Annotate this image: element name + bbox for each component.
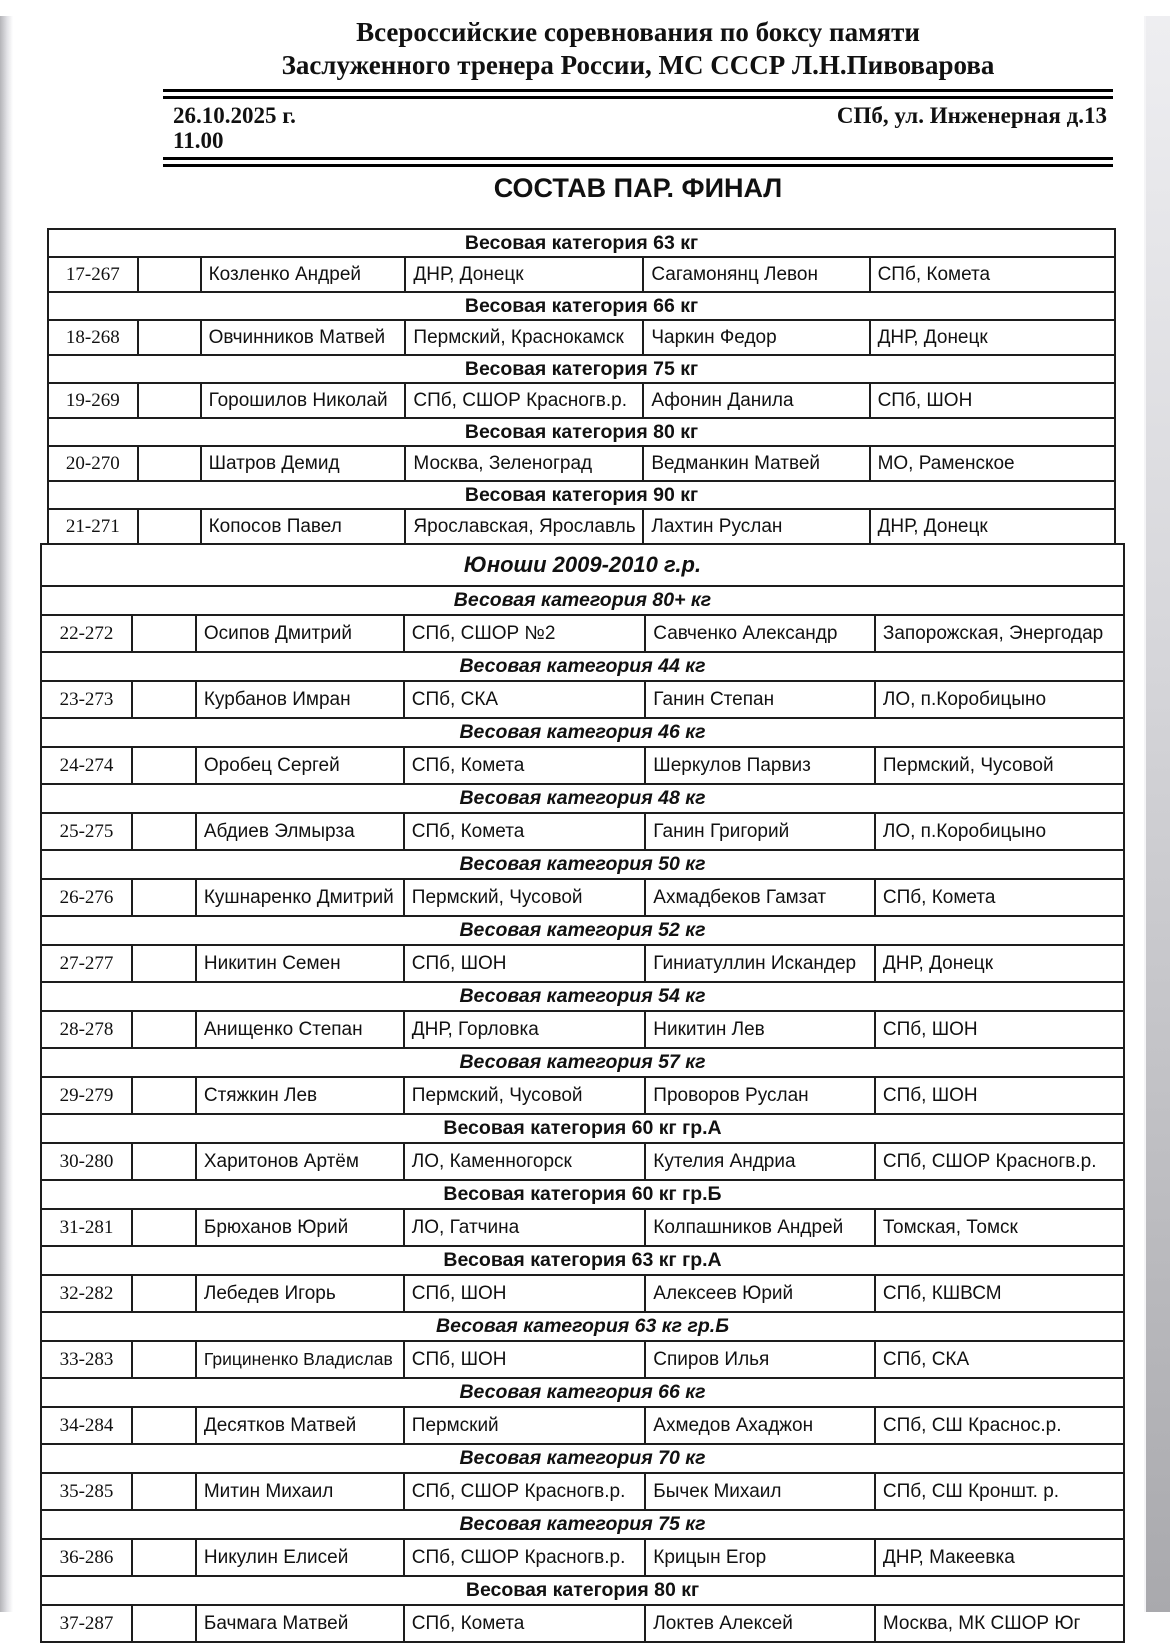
category-row xyxy=(41,850,1124,879)
weight-category-label: Весовая категория 48 кг xyxy=(41,784,1124,813)
red-corner-club: СПб, ШОН xyxy=(404,1275,646,1312)
blue-corner-club: СПб, СШОР Красногв.р. xyxy=(875,1143,1124,1180)
weight-category-label: Весовая категория 80 кг xyxy=(48,418,1115,446)
category-row xyxy=(41,784,1124,813)
category-row xyxy=(41,586,1124,615)
pair-row xyxy=(41,813,1124,850)
pair-number: 20-270 xyxy=(48,446,138,481)
empty-cell xyxy=(132,1077,196,1114)
pair-number: 17-267 xyxy=(48,257,138,292)
category-row xyxy=(41,1180,1124,1209)
red-corner-name: Митин Михаил xyxy=(196,1473,404,1510)
blue-corner-club: ДНР, Донецк xyxy=(870,509,1115,544)
red-corner-club: СПб, ШОН xyxy=(404,1341,646,1378)
red-corner-name: Бачмага Матвей xyxy=(196,1605,404,1642)
empty-cell xyxy=(132,615,196,652)
table-body xyxy=(48,229,1115,544)
empty-cell xyxy=(132,1275,196,1312)
pair-row xyxy=(41,1407,1124,1444)
blue-corner-name: Сагамонянц Левон xyxy=(643,257,869,292)
blue-corner-name: Чаркин Федор xyxy=(643,320,869,355)
red-corner-club: СПб, СШОР Красногв.р. xyxy=(405,383,643,418)
page-right-edge xyxy=(1144,16,1170,1612)
pair-number: 21-271 xyxy=(48,509,138,544)
pair-row xyxy=(41,1341,1124,1378)
pair-number: 34-284 xyxy=(41,1407,132,1444)
empty-cell xyxy=(132,681,196,718)
red-corner-club: СПб, Комета xyxy=(404,1605,646,1642)
event-datetime xyxy=(173,103,296,154)
red-corner-club: Пермский, Краснокамск xyxy=(405,320,643,355)
pair-row xyxy=(48,509,1115,544)
empty-cell xyxy=(132,813,196,850)
blue-corner-name: Алексеев Юрий xyxy=(645,1275,875,1312)
pair-number: 36-286 xyxy=(41,1539,132,1576)
blue-corner-name: Ведманкин Матвей xyxy=(643,446,869,481)
event-time: 11.00 xyxy=(173,128,224,154)
weight-category-label: Весовая категория 70 кг xyxy=(41,1444,1124,1473)
blue-corner-club: СПб, СКА xyxy=(875,1341,1124,1378)
blue-corner-club: ЛО, п.Коробицыно xyxy=(875,681,1124,718)
red-corner-name: Никитин Семен xyxy=(196,945,404,982)
red-corner-name: Десятков Матвей xyxy=(196,1407,404,1444)
empty-cell xyxy=(132,1605,196,1642)
table-body xyxy=(41,544,1124,1642)
category-row xyxy=(41,1048,1124,1077)
section-title: Юноши 2009-2010 г.р. xyxy=(41,544,1124,586)
weight-category-label: Весовая категория 63 кг гр.А xyxy=(41,1246,1124,1275)
blue-corner-name: Никитин Лев xyxy=(645,1011,875,1048)
blue-corner-club: СПб, КШВСМ xyxy=(875,1275,1124,1312)
pair-number: 18-268 xyxy=(48,320,138,355)
weight-category-label: Весовая категория 66 кг xyxy=(48,292,1115,320)
weight-category-label: Весовая категория 80 кг xyxy=(41,1576,1124,1605)
blue-corner-club: ДНР, Донецк xyxy=(870,320,1115,355)
blue-corner-name: Шеркулов Парвиз xyxy=(645,747,875,784)
weight-category-label: Весовая категория 75 кг xyxy=(41,1510,1124,1539)
weight-category-label: Весовая категория 63 кг гр.Б xyxy=(41,1312,1124,1341)
blue-corner-name: Кутелия Андриа xyxy=(645,1143,875,1180)
category-row xyxy=(41,1114,1124,1143)
event-venue: СПб, ул. Инженерная д.13 xyxy=(836,102,1107,128)
red-corner-club: СПб, СШОР Красногв.р. xyxy=(404,1473,646,1510)
pair-number: 28-278 xyxy=(41,1011,132,1048)
empty-cell xyxy=(138,509,201,544)
pair-row xyxy=(41,1605,1124,1642)
blue-corner-club: СПб, СШ Краснос.р. xyxy=(875,1407,1124,1444)
red-corner-club: СПб, Комета xyxy=(404,747,646,784)
pair-number: 30-280 xyxy=(41,1143,132,1180)
page-subtitle: СОСТАВ ПАР. ФИНАЛ xyxy=(493,173,783,204)
blue-corner-club: ДНР, Донецк xyxy=(875,945,1124,982)
weight-category-label: Весовая категория 66 кг xyxy=(41,1378,1124,1407)
category-row xyxy=(41,1246,1124,1275)
blue-corner-club: СПб, ШОН xyxy=(870,383,1115,418)
category-row xyxy=(48,355,1115,383)
blue-corner-name: Гиниатуллин Искандер xyxy=(645,945,875,982)
pair-number: 33-283 xyxy=(41,1341,132,1378)
red-corner-name: Козленко Андрей xyxy=(201,257,406,292)
pair-number: 31-281 xyxy=(41,1209,132,1246)
event-title-line2: Заслуженного тренера России, МС СССР Л.Н.Пивоварова xyxy=(281,49,995,80)
pairs-tables xyxy=(0,228,1170,1643)
blue-corner-name: Лахтин Руслан xyxy=(643,509,869,544)
empty-cell xyxy=(132,1011,196,1048)
pair-row xyxy=(41,1473,1124,1510)
red-corner-name: Кушнаренко Дмитрий xyxy=(196,879,404,916)
empty-cell xyxy=(138,383,201,418)
pairs-table-seniors xyxy=(47,228,1116,545)
red-corner-name: Осипов Дмитрий xyxy=(196,615,404,652)
red-corner-club: СПб, Комета xyxy=(404,813,646,850)
red-corner-club: Ярославская, Ярославль xyxy=(405,509,643,544)
pair-row xyxy=(41,945,1124,982)
pair-row xyxy=(41,1143,1124,1180)
pair-row xyxy=(41,615,1124,652)
blue-corner-name: Ганин Степан xyxy=(645,681,875,718)
category-row xyxy=(48,418,1115,446)
red-corner-club: Москва, Зеленоград xyxy=(405,446,643,481)
pair-number: 19-269 xyxy=(48,383,138,418)
blue-corner-name: Ахмадбеков Гамзат xyxy=(645,879,875,916)
blue-corner-name: Бычек Михаил xyxy=(645,1473,875,1510)
blue-corner-name: Проворов Руслан xyxy=(645,1077,875,1114)
weight-category-label: Весовая категория 50 кг xyxy=(41,850,1124,879)
blue-corner-club: Москва, МК СШОР Юг xyxy=(875,1605,1124,1642)
red-corner-club: СПб, ШОН xyxy=(404,945,646,982)
event-title xyxy=(163,16,1113,82)
category-row xyxy=(41,1444,1124,1473)
category-row xyxy=(48,292,1115,320)
red-corner-name: Анищенко Степан xyxy=(196,1011,404,1048)
red-corner-club: СПб, СШОР №2 xyxy=(404,615,646,652)
category-row xyxy=(41,1312,1124,1341)
red-corner-name: Шатров Демид xyxy=(201,446,406,481)
pair-row xyxy=(41,681,1124,718)
pairs-table-juniors xyxy=(40,543,1125,1643)
red-corner-club: ДНР, Донецк xyxy=(405,257,643,292)
weight-category-label: Весовая категория 80+ кг xyxy=(41,586,1124,615)
double-rule-top xyxy=(163,89,1113,99)
empty-cell xyxy=(132,1209,196,1246)
event-date: 26.10.2025 г. xyxy=(173,102,296,128)
blue-corner-name: Спиров Илья xyxy=(645,1341,875,1378)
empty-cell xyxy=(132,1473,196,1510)
weight-category-label: Весовая категория 54 кг xyxy=(41,982,1124,1011)
pair-number: 35-285 xyxy=(41,1473,132,1510)
pair-number: 27-277 xyxy=(41,945,132,982)
weight-category-label: Весовая категория 57 кг xyxy=(41,1048,1124,1077)
blue-corner-club: СПб, ШОН xyxy=(875,1011,1124,1048)
empty-cell xyxy=(138,446,201,481)
category-row xyxy=(41,1576,1124,1605)
red-corner-name: Овчинников Матвей xyxy=(201,320,406,355)
pair-row xyxy=(48,320,1115,355)
blue-corner-club: СПб, Комета xyxy=(875,879,1124,916)
red-corner-club: СПб, СКА xyxy=(404,681,646,718)
weight-category-label: Весовая категория 52 кг xyxy=(41,916,1124,945)
empty-cell xyxy=(138,320,201,355)
pair-row xyxy=(41,1539,1124,1576)
pair-number: 22-272 xyxy=(41,615,132,652)
red-corner-name: Абдиев Элмырза xyxy=(196,813,404,850)
blue-corner-name: Колпашников Андрей xyxy=(645,1209,875,1246)
blue-corner-club: Запорожская, Энергодар xyxy=(875,615,1124,652)
blue-corner-name: Крицын Егор xyxy=(645,1539,875,1576)
red-corner-club: ДНР, Горловка xyxy=(404,1011,646,1048)
page-left-edge xyxy=(0,16,13,1612)
red-corner-name: Брюханов Юрий xyxy=(196,1209,404,1246)
category-row xyxy=(48,481,1115,509)
empty-cell xyxy=(132,747,196,784)
blue-corner-name: Афонин Данила xyxy=(643,383,869,418)
blue-corner-club: Пермский, Чусовой xyxy=(875,747,1124,784)
blue-corner-club: ЛО, п.Коробицыно xyxy=(875,813,1124,850)
red-corner-club: Пермский, Чусовой xyxy=(404,879,646,916)
blue-corner-club: Томская, Томск xyxy=(875,1209,1124,1246)
empty-cell xyxy=(132,945,196,982)
category-row xyxy=(41,1378,1124,1407)
weight-category-label: Весовая категория 46 кг xyxy=(41,718,1124,747)
pair-row xyxy=(41,747,1124,784)
red-corner-name: Харитонов Артём xyxy=(196,1143,404,1180)
red-corner-name: Копосов Павел xyxy=(201,509,406,544)
weight-category-label: Весовая категория 60 кг гр.А xyxy=(41,1114,1124,1143)
pair-number: 32-282 xyxy=(41,1275,132,1312)
red-corner-club: ЛО, Каменногорск xyxy=(404,1143,646,1180)
category-row xyxy=(41,916,1124,945)
red-corner-name: Стяжкин Лев xyxy=(196,1077,404,1114)
pair-number: 24-274 xyxy=(41,747,132,784)
red-corner-club: ЛО, Гатчина xyxy=(404,1209,646,1246)
event-title-line1: Всероссийские соревнования по боксу памяти xyxy=(356,17,920,47)
category-row xyxy=(48,229,1115,257)
pair-row xyxy=(41,1011,1124,1048)
pair-row xyxy=(48,257,1115,292)
empty-cell xyxy=(132,879,196,916)
pair-number: 37-287 xyxy=(41,1605,132,1642)
blue-corner-club: СПб, Комета xyxy=(870,257,1115,292)
pair-row xyxy=(48,383,1115,418)
empty-cell xyxy=(132,1407,196,1444)
blue-corner-name: Ахмедов Ахаджон xyxy=(645,1407,875,1444)
document-page xyxy=(0,16,1170,1634)
blue-corner-club: МО, Раменское xyxy=(870,446,1115,481)
blue-corner-club: СПб, СШ Кроншт. р. xyxy=(875,1473,1124,1510)
weight-category-label: Весовая категория 90 кг xyxy=(48,481,1115,509)
empty-cell xyxy=(138,257,201,292)
section-title-row xyxy=(41,544,1124,586)
pair-number: 23-273 xyxy=(41,681,132,718)
blue-corner-club: ДНР, Макеевка xyxy=(875,1539,1124,1576)
red-corner-name: Оробец Сергей xyxy=(196,747,404,784)
red-corner-name: Лебедев Игорь xyxy=(196,1275,404,1312)
blue-corner-name: Савченко Александр xyxy=(645,615,875,652)
empty-cell xyxy=(132,1341,196,1378)
category-row xyxy=(41,982,1124,1011)
pair-row xyxy=(41,1209,1124,1246)
red-corner-club: СПб, СШОР Красногв.р. xyxy=(404,1539,646,1576)
pair-row xyxy=(48,446,1115,481)
pair-row xyxy=(41,1275,1124,1312)
weight-category-label: Весовая категория 44 кг xyxy=(41,652,1124,681)
weight-category-label: Весовая категория 75 кг xyxy=(48,355,1115,383)
blue-corner-club: СПб, ШОН xyxy=(875,1077,1124,1114)
category-row xyxy=(41,1510,1124,1539)
pair-row xyxy=(41,1077,1124,1114)
category-row xyxy=(41,652,1124,681)
category-row xyxy=(41,718,1124,747)
red-corner-club: Пермский, Чусовой xyxy=(404,1077,646,1114)
empty-cell xyxy=(132,1143,196,1180)
empty-cell xyxy=(132,1539,196,1576)
double-rule-bottom xyxy=(163,157,1113,167)
red-corner-name: Курбанов Имран xyxy=(196,681,404,718)
red-corner-club: Пермский xyxy=(404,1407,646,1444)
red-corner-name: Горошилов Николай xyxy=(201,383,406,418)
blue-corner-name: Локтев Алексей xyxy=(645,1605,875,1642)
red-corner-name: Никулин Елисей xyxy=(196,1539,404,1576)
event-meta xyxy=(163,99,1113,156)
weight-category-label: Весовая категория 63 кг xyxy=(48,229,1115,257)
pair-row xyxy=(41,879,1124,916)
weight-category-label: Весовая категория 60 кг гр.Б xyxy=(41,1180,1124,1209)
red-corner-name: Грициненко Владислав xyxy=(196,1341,404,1378)
pair-number: 26-276 xyxy=(41,879,132,916)
pair-number: 25-275 xyxy=(41,813,132,850)
document-header xyxy=(163,16,1113,204)
pair-number: 29-279 xyxy=(41,1077,132,1114)
blue-corner-name: Ганин Григорий xyxy=(645,813,875,850)
